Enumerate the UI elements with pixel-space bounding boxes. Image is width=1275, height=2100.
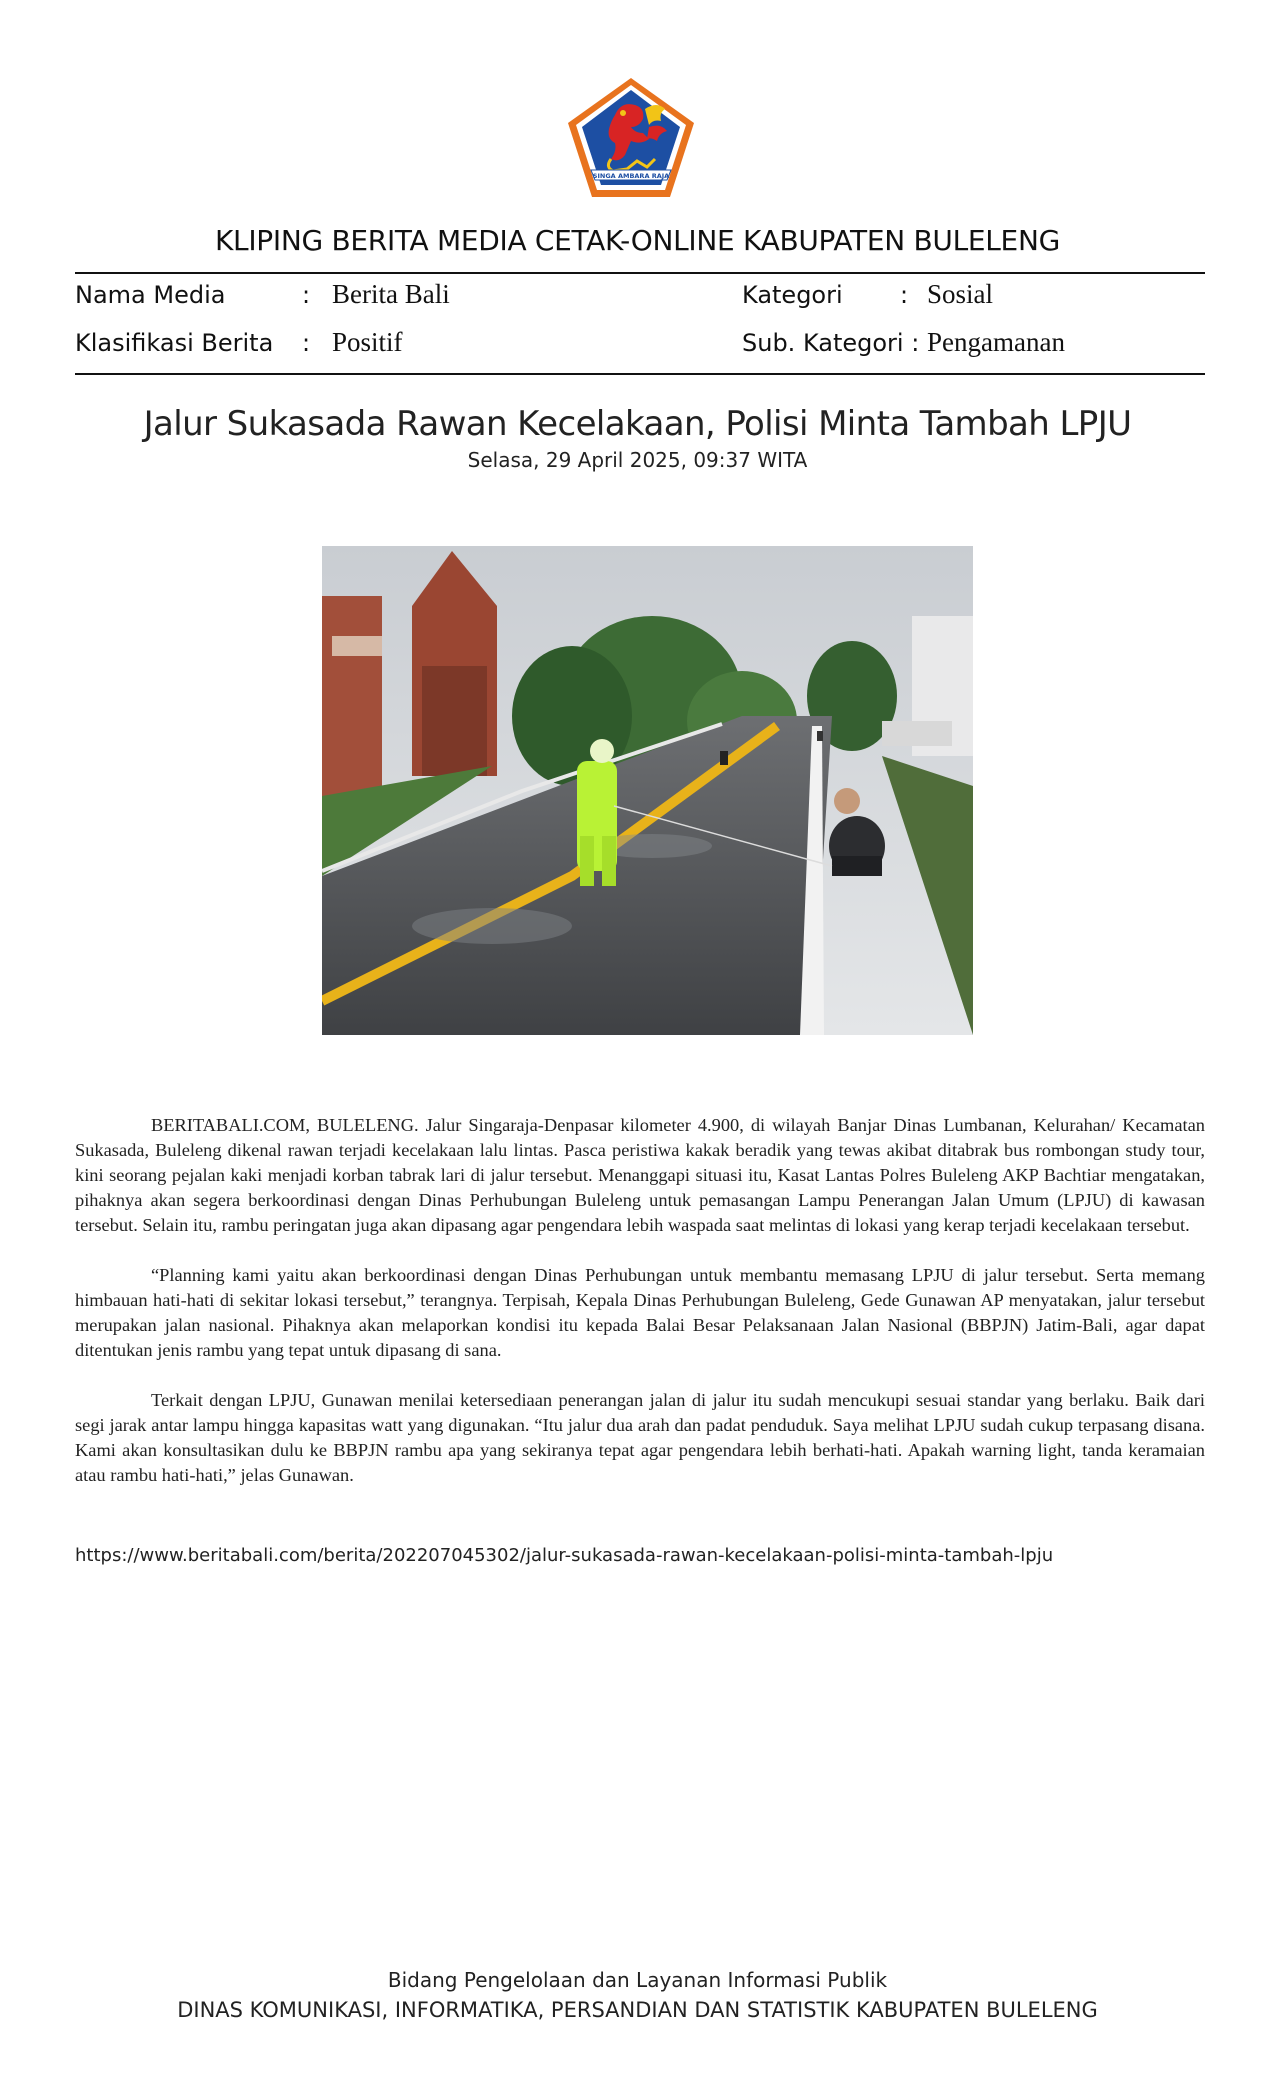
- header-divider-bottom: [75, 373, 1205, 375]
- subcategory-value: Pengamanan: [927, 327, 1065, 357]
- header-divider-top: [75, 272, 1205, 274]
- news-classification-label: Klasifikasi Berita: [75, 329, 274, 357]
- article-paragraph-2: “Planning kami yaitu akan berkoordinasi dengan Dinas Perhubungan untuk membantu memasang LPJU di jalur tersebut. Serta memang himbauan hati-hati di sekitar lokasi tersebut,” terangnya. Terpisah, Kepala Dinas Perhubungan Buleleng, Gede Gunawan AP menyatakan, jalur tersebut merupakan jalan nasional. Pihaknya akan melaporkan kondisi itu kepada Balai Besar Pelaksanaan Jalan Nasional (BBPJN) Jatim-Bali, agar dapat ditentukan jenis rambu yang tepat untuk dipasang di sana.: [75, 1265, 1205, 1360]
- kabupaten-buleleng-emblem: [565, 75, 697, 200]
- article-headline: Jalur Sukasada Rawan Kecelakaan, Polisi Minta Tambah LPJU: [143, 404, 1132, 444]
- media-name-separator: :: [302, 281, 311, 309]
- news-classification-value: Positif: [332, 327, 403, 357]
- article-paragraph-3: Terkait dengan LPJU, Gunawan menilai ketersediaan penerangan jalan di jalur itu sudah mencukupi sesuai standar yang berlaku. Baik dari segi jarak antar lampu hingga kapasitas watt yang digunakan. “Itu jalur dua arah dan padat penduduk. Saya melihat LPJU sudah cukup terpasang disana. Kami akan konsultasikan dulu ke BBPJN rambu apa yang sekiranya tepat agar pengendara lebih berhati-hati. Apakah warning light, tanda keramaian atau rambu hati-hati,” jelas Gunawan.: [75, 1390, 1205, 1485]
- category-value: Sosial: [927, 279, 994, 309]
- category-label: Kategori: [742, 281, 843, 309]
- source-link[interactable]: https://www.beritabali.com/berita/202207045302/jalur-sukasada-rawan-kecelakaan-polisi-minta-tambah-lpju: [75, 1545, 1054, 1566]
- document-title: KLIPING BERITA MEDIA CETAK-ONLINE KABUPATEN BULELENG: [214, 224, 1060, 257]
- footer-agency: DINAS KOMUNIKASI, INFORMATIKA, PERSANDIAN DAN STATISTIK KABUPATEN BULELENG: [177, 1998, 1098, 2022]
- subcategory-label: Sub. Kategori :: [742, 329, 920, 357]
- media-name-value: Berita Bali: [332, 279, 450, 309]
- footer-division: Bidang Pengelolaan dan Layanan Informasi Publik: [387, 1968, 888, 1992]
- news-classification-separator: :: [302, 329, 311, 357]
- article-photo: [322, 546, 973, 1035]
- media-name-label: Nama Media: [75, 281, 226, 309]
- emblem-motto: SINGA AMBARA RAJA: [592, 172, 670, 180]
- article-paragraph-1: BERITABALI.COM, BULELENG. Jalur Singaraja-Denpasar kilometer 4.900, di wilayah Banjar Dinas Lumbanan, Kelurahan/ Kecamatan Sukasada, Buleleng dikenal rawan terjadi kecelakaan lalu lintas. Pasca peristiwa kakak beradik yang tewas akibat ditabrak bus rombongan study tour, kini seorang pejalan kaki menjadi korban tabrak lari di jalur tersebut. Menanggapi situasi itu, Kasat Lantas Polres Buleleng AKP Bachtiar mengatakan, pihaknya akan segera berkoordinasi dengan Dinas Perhubungan Buleleng untuk pemasangan Lampu Penerangan Jalan Umum (LPJU) di kawasan tersebut. Selain itu, rambu peringatan juga akan dipasang agar pengendara lebih waspada saat melintas di lokasi yang kerap terjadi kecelakaan tersebut.: [75, 1115, 1205, 1235]
- article-dateline: Selasa, 29 April 2025, 09:37 WITA: [467, 448, 808, 472]
- category-separator: :: [900, 281, 909, 309]
- article-body: [75, 1113, 1205, 1513]
